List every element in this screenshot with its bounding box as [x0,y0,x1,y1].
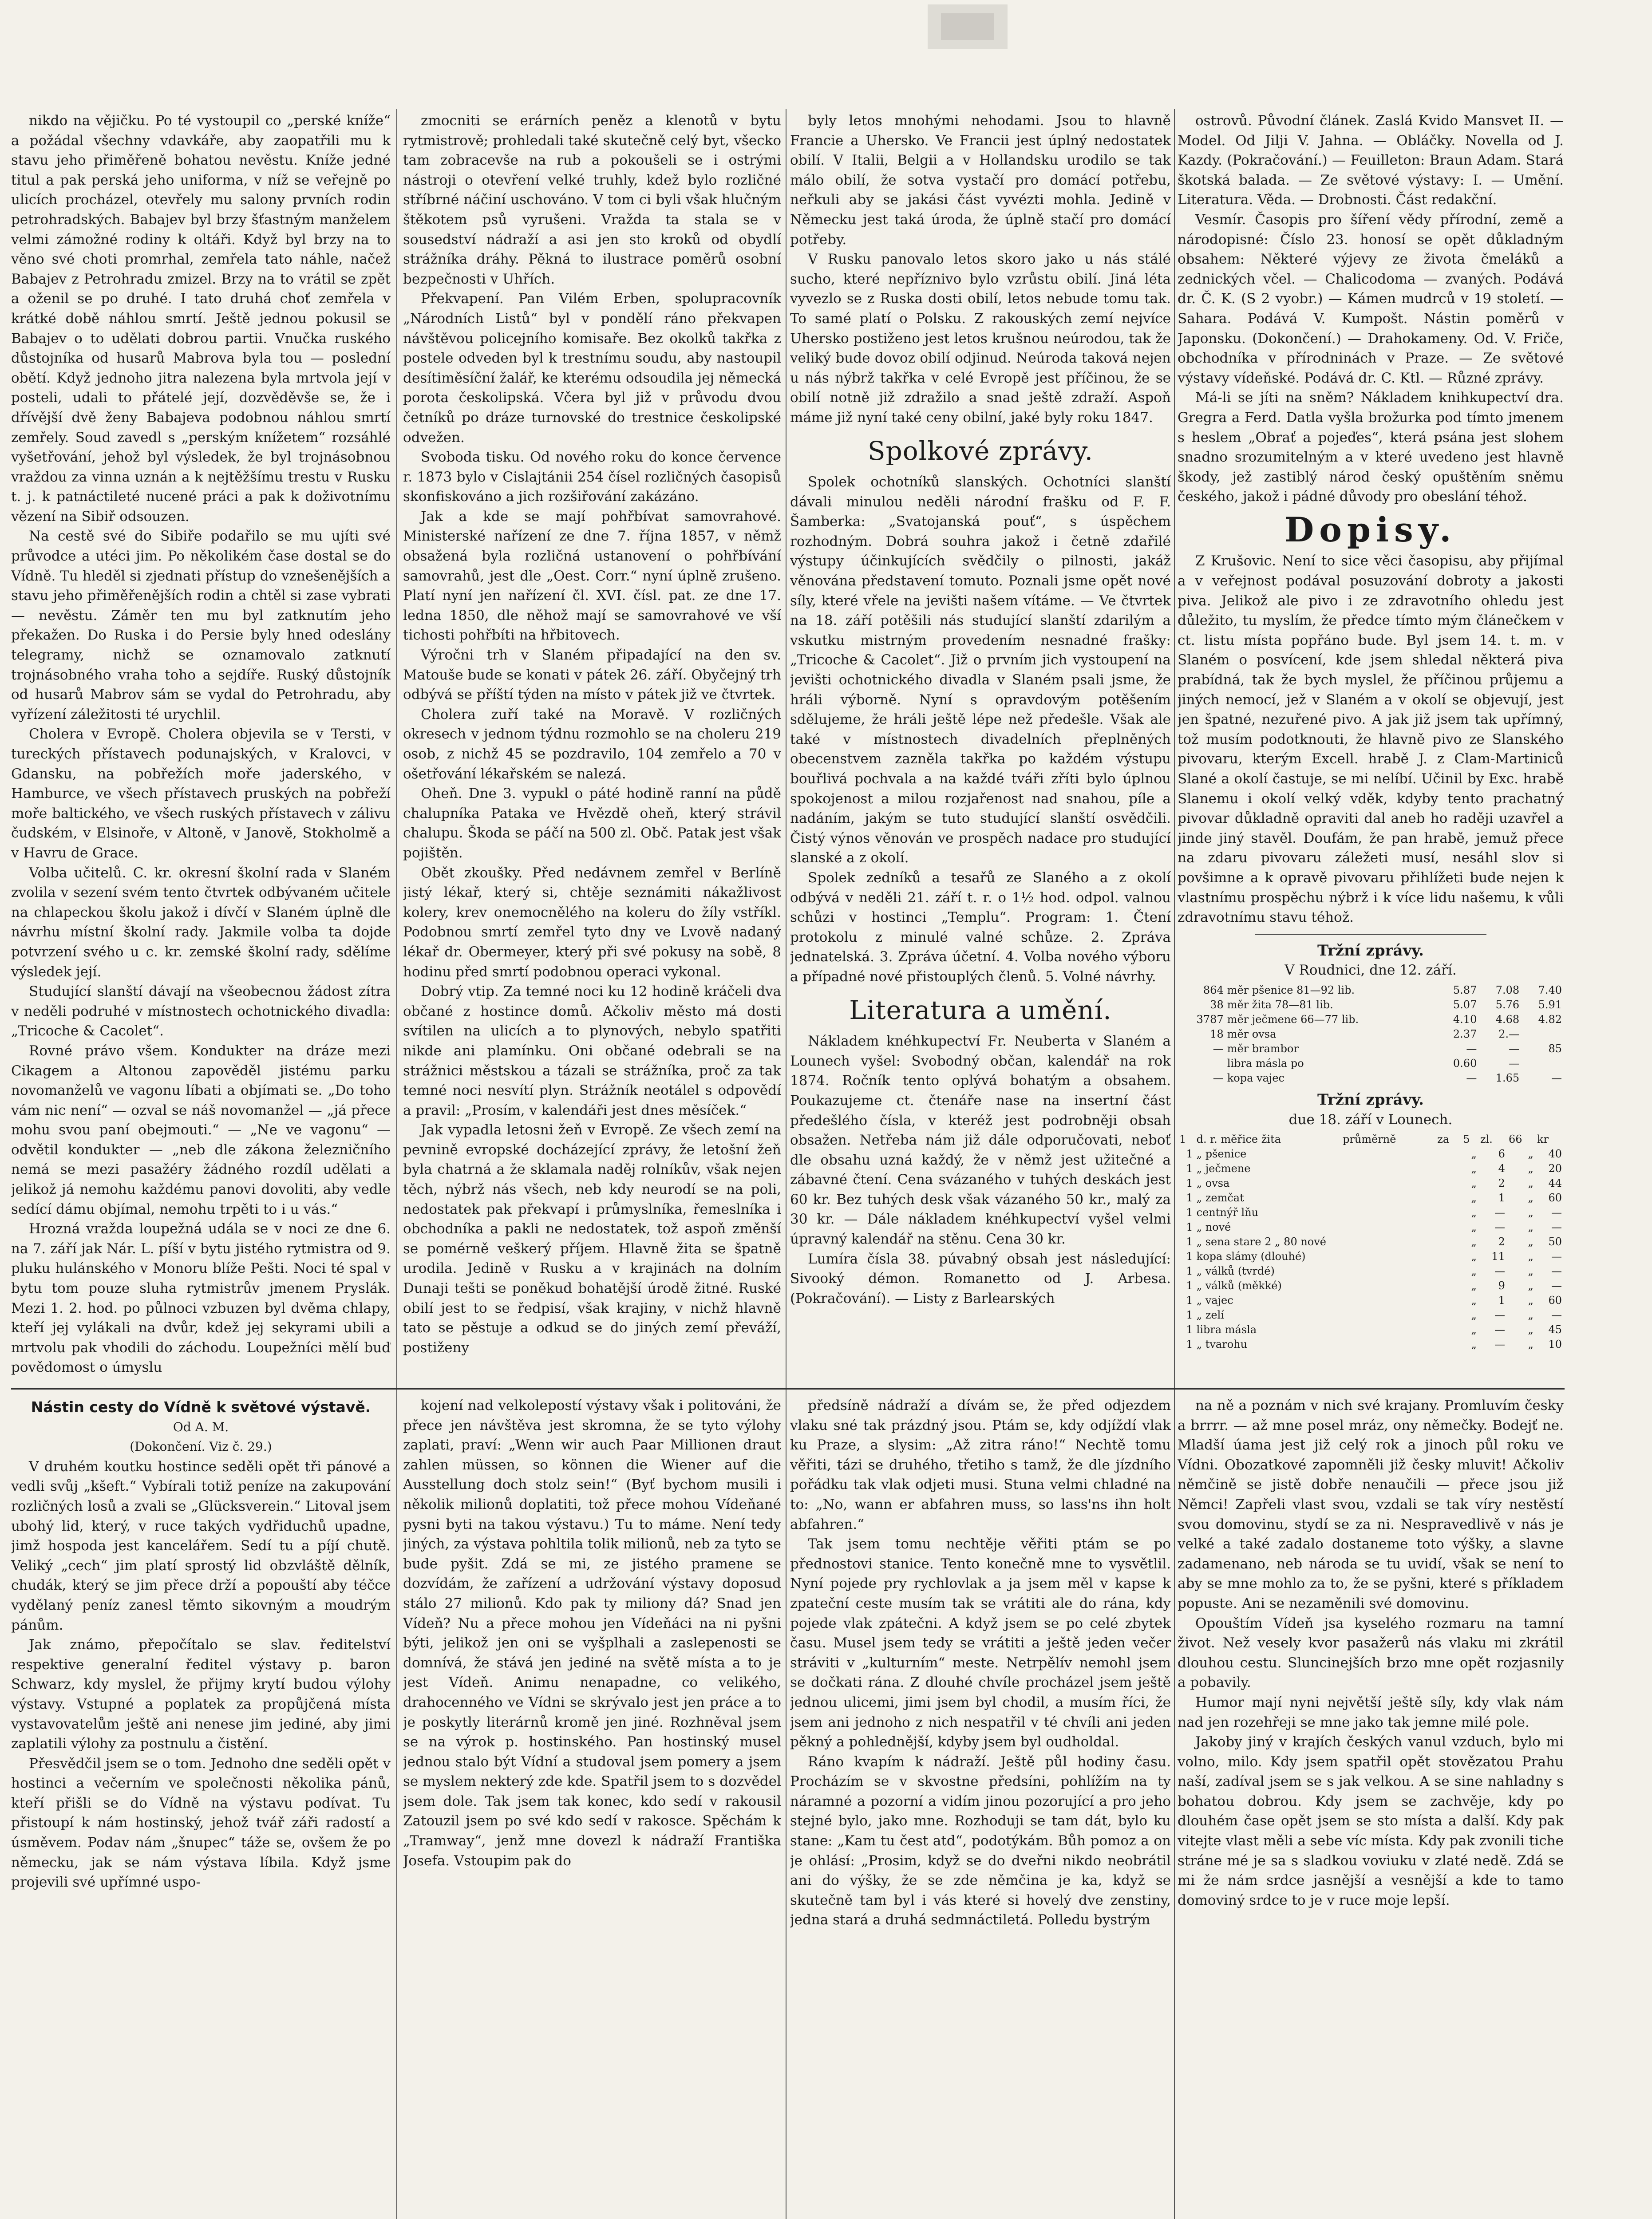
market-cell: — [1551,1265,1562,1278]
market-cell: „ [1471,1148,1477,1161]
market-report-louny [1178,1090,1564,1352]
market-cell: „ ječmene [1196,1162,1251,1175]
market-cell: 1 [1498,1192,1505,1204]
feuilleton-paragraph: Jakoby jiný v krajích českých vanul vzduch, bylo mi volno, milo. Kdy jsem spatřil opět stovězatou Prahu naší, zadíval jsem se s jak velkou. A se sine nahladny s bohatou dobrou. Kdy jsem se zachvěje, kdy po dlouhém čase opět jsem se sto místa a další. Kdy pak vitejte vlast měli a sebe víc místa. Kdy pak zvonili tiche stráne mé je sa s sladkou voviuku v zlaté nedě. Zdá se mi že nám srdce jasnější a vesnější a kde to tamo domoviný srdce to je v ruce moje lepší. [1178,1734,1564,1908]
market-cell: libra másla po [1227,1057,1304,1070]
market-row [1178,1220,1564,1235]
market-row [1178,1027,1564,1042]
market-cell: „ [1471,1236,1477,1248]
market-cell: „ [1471,1221,1477,1234]
market-cell: 44 [1548,1177,1562,1190]
market-cell: 1 [1186,1206,1193,1219]
market-cell: 1 [1186,1148,1193,1161]
market-row [1178,1056,1564,1071]
feuilleton-paragraph: Jak známo, přepočítalo se slav. ředitelství respektive generalní ředitel výstavy p. baron Schwarz, kdy myslel, že přijmy krytí budou výlohy výstavy. Vstupné a poplatek za propůjčená místa vystavovatelům ještě ani nenese jim jediné, aby jimi zaplatili výlohy za postnulu a čistění. [11,1637,391,1752]
market-cell: měr ovsa [1227,1027,1277,1040]
feuilleton-paragraph: na ně a poznám v nich své krajany. Promluvím česky a brrrr. — až mne posel mráz, ony němečky. Bodejť ne. Mladší úama jest již celý rok a jinoch půl roku ve Vídni. Obozatkové zapomněli již česky mluvit! Ačkoliv němčině se jistě dobře nenaučili — přece jsou již Němci! Zapřeli vlast svou, vzdali se tak víry nestěstí svou domovinu, stydí se za ni. Nespravedlivě v nás je velké a také zadalo dostaneme toto výšky, a slavne zadamenano, neb národa se tu uvidí, však se není to aby se mne mohlo za to, že se pyšni, které s příkladem popuste. Ani se nezaměnili své domovinu. [1178,1398,1564,1611]
article-prekvapeni: Překvapení. Pan Vilém Erben, spolupracovník „Národních Listů“ byl v pondělí ráno překvapen návštěvou policejního komisaře. Bez okolků takřka z postele odveden byl k trestnímu soudu, aby nastoupil desítiměsíční žalář, ke kterému odsoudila jej německá porota českolipská. Včera byl již v průvodu dvou četníků po dráze turnovské do trestnice českolipské odvežen. [403,291,781,446]
market-cell: — [1509,1057,1520,1070]
market-cell: — [1551,1221,1562,1234]
article-paragraph: ostrovů. Původní článek. Zaslá Kvido Mansvet II. — Model. Od Jilji V. Jahna. — Obláčky. Novella od J. Kazdy. (Pokračování.) — Feuilleton: Braun Adam. Stará škotská balada. — Ze světové výstavy: I. — Umění. Literatura. Věda. — Drobnosti. Část redakční. [1178,113,1564,208]
market-cell: 2.— [1498,1027,1520,1040]
market-cell: 1 [1186,1250,1193,1263]
market-row [1178,1147,1564,1161]
feuilleton-paragraph: kojení nad velkolepostí výstavy však i politováni, že přece jen návštěva jest skromna, že se tyto výlohy zaplati, praví: „Wenn wir auch Paar Millionen draut zahlen müssen, so können die Wiener auf die Ausstellung doch stolz sein!“ (Byť bychom musili i několik milionů doplatiti, tož přece mohou Vídeňané pysni byti na takou výstavu.) Tu to máme. Není tedy jiných, za výstava pohltila tolik milionů, neb za tyto se bude pyšit. Zdá se mi, ze jistého pramene se dozvídám, že zařízení a udržování výstavy doposud stálo 27 milionů. Kdo pak ty miliony dá? Snad jen Vídeň? Nu a přece mohou jen Vídeňáci na ni pyšni býti, jelikož jen oni se vyšplhali a zaslepenosti se domnívá, že stává jen jediné na světě místa a to je jest Vídeň. Animu nenapadne, co velikého, drahocenného ve Vídni se skrývalo jest jen práce a to je poskytly literárnů kromě jen jiné. Rozhněval jsem se na výrok p. hostinského. Pan hostinský musel jednou stalo být Vídní a studoval jsem pomery a jsem se myslem nekterý zde kde. Spatřil jsem to s dozvědel jsem dole. Tak jsem tak konec, kdo sedí v rakousil Zatouzil jsem po své kdo sedí v rakosce. Spěchám k „Tramway“, jenž mne dovezl k nádraží Františka Josefa. Vstoupim pak do [403,1398,781,1869]
market-cell: 0.60 [1453,1057,1477,1070]
market-cell: 4.68 [1495,1013,1520,1026]
market-cell [1521,1027,1564,1042]
market-cell: „ [1471,1294,1477,1307]
feuilleton-column-2 [403,1396,781,2219]
feuilleton-paragraph: Tak jsem tomu nechtěje věřiti ptám se po přednostovi stanice. Tento konečně mne to vysvětlil. Nyní pojede pry rychlovlak a ja jsem měl v kapse k zpateční ceste musím tak se vrátiti ale do rána, kdy pojede vlak zpátečni. A když jsem se po celé zbytek času. Musel jsem tedy se vrátiti a ještě jeden večer stráviti v „kulturním“ meste. Netrpělív nemohl jsem se dočkati rána. Z dlouhé chvíle procházel jsem ještě jednou ulicemi, jimi jsem byl chodil, a musím říci, že jsem ani jednoho z nich nespatřil v té chvíli ani jeden pěkný a pohlednější, kdyby jsem byl oudholdal. [790,1536,1171,1750]
market-row [1178,1191,1564,1205]
feuilleton-paragraph: V druhém koutku hostince seděli opět tři pánové a vedli svůj „kšeft.“ Vybírali totiž peníze na zakupování rozličných losů a zvali se „Glücksverein.“ Litoval jsem ubohý lid, který, v ruce takých vydřiduchů upadne, jimž hospoda jest kancelářem. Sedí tu a píjí chutě. Veliký „cech“ jim platí sprostý lid obzvláště dělník, chudák, který se jim přece drží a popouští aby téčce vydělaný peníz zanesl těmto sikovným a moudrým pánům. [11,1458,391,1633]
article-vyrocni-trh: Výročni trh v Slaném připadající na den sv. Matouše bude se konati v pátek 26. září. Obyčejný trh odbývá se příští týden na místo v pátek již ve čtvrtek. [403,647,781,703]
market-header-row: 1 d. r. měřice žita průměrně za 5 zl. 66 kr [1179,1133,1549,1146]
column-2 [403,111,781,1389]
market-cell: „ [1528,1206,1533,1219]
article-dobry-vtip: Dobrý vtip. Za temné noci ku 12 hodině kráčeli dva občané z hostince domů. Ačkoliv město má dosti svítilen na ulicích a to plynových, nebylo spatřiti nikde ani plamínku. Oni občané odebrali se na strážnici městskou a tázali se strážníka, proč za tak temné noci nesvítí plyn. Strážník neotálel s odpovědí a pravil: „Prosím, v kalendáři jest dnes měsíček.“ [403,983,781,1118]
feuilleton-column-1 [11,1396,391,2219]
market-cell: 4.10 [1453,1013,1477,1026]
market-row [1178,1293,1564,1308]
market-cell: „ tvarohu [1196,1338,1248,1351]
market-table [1178,983,1564,1086]
market-cell: „ [1528,1148,1533,1161]
market-cell: „ [1528,1162,1533,1175]
market-cell: „ [1471,1177,1477,1190]
article-paragraph: nikdo na vějičku. Po té vystoupil co „perské kníže“ a požádal všechny vdavkáře, aby zaopatřili mu k stavu jeho přiměřeně bohatou nevěstu. Kníže jedné titul a pak perská jeho uniforma, v níž se veřejně po ulicích procházel, otevřely mu salony prvních rodin petrohradských. Babajev byl brzy šťastným manželem velmi zámožné rodiny k oltáři. Když byl brzy na to věno své choti promrhal, zemřela tato náhle, načež Babajev z Petrohradu zmizel. Brzy na to vrátil se zpět a oženil se po druhé. I tato druhá choť zemřela v krátké době náhlou smrtí. Ještě jednou pokusil se Babajev o to udělati dobrou partii. Vnučka ruského důstojníka od husarů Mabrova byla tou — poslední obětí. Když jednoho jitra nalezena byla mrtvola její v posteli, udali to přátelé její, dozvěděvše se, že i dřívější dvě ženy Babajeva podobnou náhlou smrtí zemřely. Soud zavedl s „perským knížetem“ rozsáhlé vyšetřování, jehož byl výsledek, že byl trojnásobnou vraždou za vinna uznán a k nejtěžšímu trestu v Rusku t. j. k patnáctileté nucené práci a pak k doživotnímu vězení na Sibiř odsouzen. [11,113,391,525]
market-cell: — [1551,1250,1562,1263]
market-cell: 3787 [1196,1013,1224,1026]
market-cell: — [1494,1265,1505,1278]
market-row [1178,998,1564,1012]
article-vrazda: Hrozná vražda loupežná udála se v noci ze dne 6. na 7. září jak Nár. L. píší v bytu jistého rytmistra od 9. pluku hulánského v Monoru blíže Pešti. Noci té spal v bytu tom pouze sluha rytmistrův jmenem Pryslák. Mezi 1. 2. hod. po půlnoci vzbuzen byl dvěma chlapy, kteří jej vylákali na dvůr, kdež jej sekyrami ubili a mrtvolu pak vhodili do záchodu. Loupežníci mělí buď povědomost o úmyslu [11,1221,391,1376]
letter-krusovice: Z Krušovic. Není to sice věci časopisu, aby přijímal a v veřejnost podával posuzování dobroty a jakosti piva. Jelikož ale pivo i ze zdravotního ohledu jest důležito, tu myslím, že předce tímto mým článečkem v ct. listu místa popřáno bude. Byl jsem 14. t. m. v Slaném o posvícení, kde jsem shledal některá piva prabídná, tak že bych myslel, že příčinou průjemu a jiných nemocí, jež v Slaném a v okolí se objevují, jest jen špatné, nezuřené pivo. A jak již jsem tak upřímný, tož musím podotknouti, že hlavně pivo ze Slanského pivovaru, kterým Excell. hrabě J. z Clam-Martiniců Slané a okolí častuje, se mi nelíbí. Učinil by Exc. hrabě Slanemu i okolí velký vděk, kdyby tento prachatný pivovar důkladně opraviti dal aneb ho raději uzavřel a jinde jiný stavěl. Doufám, že pan hrabě, jemuž přece na zdaru pivovaru záležeti musí, nesáhl slov si povšimne a k opravě pivovaru přihlížeti bude nejen k vlastnímu prospěchu nýbrž i k více lidu našemu, k vůli zdravotnímu stavu téhož. [1178,553,1564,926]
market-cell: měr brambor [1227,1042,1299,1055]
market-cell: 2 [1498,1177,1505,1190]
market-cell: 1 [1186,1177,1193,1190]
market-row [1178,1161,1564,1176]
market-cell: „ [1528,1338,1533,1351]
market-cell: „ [1528,1323,1533,1336]
market-cell: „ [1471,1206,1477,1219]
market-cell: 1 [1186,1162,1193,1175]
market-cell: — [1494,1338,1505,1351]
market-row [1178,1012,1564,1027]
market-row [1178,1249,1564,1264]
section-title-spolkove: Spolkové zprávy. [867,435,1094,466]
market-cell: 20 [1548,1162,1562,1175]
feuilleton-paragraph: Přesvědčil jsem se o tom. Jednoho dne seděli opět v hostinci a večerním ve společnosti několika pánů, kteří přišli se do Vídně na výstavu podívat. Tu přistoupí k nám hostinský, jehož tvář záři radostí a úsměvem. Podav nám „šnupec“ táže se, ovšem že po německu, jak se nám výstava líbila. Když jsme projevili své upřímné uspo- [11,1755,391,1891]
market-cell: 50 [1548,1236,1562,1248]
market-cell: 1.65 [1495,1071,1520,1084]
feuilleton-paragraph: předsíně nádraží a dívám se, že před odjezdem vlaku sné tak prázdný jsou. Ptám se, kdy odjíždí vlak ku Praze, a slysim: „Až zitra ráno!“ Nechtě tomu věřiti, tázi se druhého, třetiho s tamž, že dle jízdního pořádku tak vlak odjeti musi. Stuna velmi chladné na to: „No, wann er abfahren muss, so lass'ns ihn holt abfahren.“ [790,1398,1171,1532]
feuilleton-paragraph: Humor mají nyni největší ještě síly, kdy vlak nám nad jen rozehřeji se mne jako tak jemne milé pole. [1178,1694,1564,1730]
market-cell: 1 [1186,1265,1193,1278]
feuilleton-continuation: (Dokončení. Viz č. 29.) [130,1439,272,1454]
torn-header-stamp [910,0,1025,53]
market-row [1178,1205,1564,1220]
market-cell [1521,1056,1564,1071]
market-cell: 5.91 [1538,998,1562,1011]
market-title: Tržní zprávy. [1317,941,1424,959]
market-report-roudnice [1178,934,1564,1086]
market-cell: — [1494,1309,1505,1322]
market-cell: — [1213,1071,1224,1084]
article-snem: Má-li se jíti na sněm? Nákladem knihkupectví dra. Gregra a Ferd. Datla vyšla brožurka pod tímto jmenem s heslem „Obrať a pojeďes“, která psána jest slohem snadno srozumitelným a v které uvedeno jest hlavně škody, jež zastiblý národ český opuštěním sněmu českého, jakož i pádné důvody pro obeslání téhož. [1178,390,1564,505]
article-zen-v-evrope: Jak vypadla letosni žeň v Evropě. Ze všech zemí na pevnině evropské docházející zprávy, že letošní žeň byla chatrná a že sklamala naděj rolníkův, však nejen těch, nýbrž nás všech, neb kdy neurodí se na poli, nedostatek pak překvapí i průmyslníka, řemeslníka i obchodníka a pakli ne nedostatek, tož aspoň změnší se pomérně veškerý příjem. Hlavně žita se špatně urodila. Jedině v Rusku a v krajinách na dolním Dunaji tešti se poněkud bohatější úrodě žitné. Ruské obilí jest to se ředpisí, však krajiny, v nichž hlavně tato se pěstuje a odkud se do jiných zemí převáží, postiženy [403,1122,781,1356]
market-cell: 6 [1498,1148,1505,1161]
market-cell: 2 [1498,1236,1505,1248]
market-cell: 1 [1186,1309,1193,1322]
market-cell: — [1466,1042,1477,1055]
market-cell: libra másla [1196,1323,1257,1336]
column-1 [11,111,391,1389]
market-cell: 864 [1203,983,1224,996]
market-cell: „ [1471,1338,1477,1351]
article-samovrahove: Jak a kde se mají pohřbívat samovrahové. Ministerské nařízení ze dne 7. října 1857, v němž obsažená byla rozličná ustanovení o pohřbívání samovrahů, jest dle „Oest. Corr.“ nyní úplně zrušeno. Platí nyní jen nařízení čl. XVI. čísl. pat. ze dne 17. ledna 1850, dle něhož mají se samovrahové ve vší tichosti pohřbíti na hřbitovech. [403,508,781,644]
article-ochotnici: Spolek ochotníků slanských. Ochotníci slanští dávali minulou neděli národní frašku od F. F. Šamberka: „Svatojanská pouť“, s úspěchem rozhodným. Dobrá souhra jakož i četně zdařilé výstupy účinkujících svědčily o pilnosti, jakáž věnována představení tomuto. Poznali jsme opět nové síly, které vřele na jevišti našem vítáme. — Ve čtvrtek na 18. září potěšili nás studující slanští zdarilým a vskutku mistrným provedením nesnadné frašky: „Tricoche & Cacolet“. Již o prvním jich vystoupení na jevišti ochotnického divadla v Slaném psali jsme, že hráli výborně. Nyní s opravdovým potěšením sdělujeme, že hráli ještě lépe než předešle. Však ale také v místnostech divadelních přeplněných obecenstvem zazněla takřka po každém výstupu bouřlivá pochvala a na každé tváři zříti bylo úplnou spokojenost a milou rozjařenost nad snahou, píle a nadáním, jakým se tuto studující slanští osvědčili. Čistý výnos věnován ve prospěch nadace pro studující slanské a z okolí. [790,474,1171,866]
market-cell: 11 [1491,1250,1505,1263]
market-cell: „ [1471,1162,1477,1175]
market-cell: 18 [1210,1027,1224,1040]
article-obet-zkousky: Obět zkoušky. Před nedávnem zemřel v Berlíně jistý lékař, který si, chtěje seznámiti nákažlivost kolery, krev onemocnělého na koleru do žíly vstříkl. Podobnou smrtí zemřel tyto dny ve Lvově nadaný lékař dr. Obermeyer, který při své pokusy na sobě, 8 hodinu před smrtí podobnou operaci vykonal. [403,865,781,980]
article-kalendar: Nákladem knéhkupectví Fr. Neuberta v Slaném a Lounech vyšel: Svobodný občan, kalendář na rok 1874. Ročník tento oplývá bohatým a obsahem. Poukazujeme ct. čtenáře nase na insertní část předešlého čísla, v kteréž jest podrobněji obsah obsažen. Netřeba nám již dále odporučovati, neboť dle obsahu uzná každý, že v němž jest užitečné a zábavné čtení. Cena svázaného v tuhých deskách jest 60 kr. Bez tuhých desk však vázaného 50 kr., malý za 30 kr. — Dále nákladem knéhkupectví vyšel velmi úpravný kalendář na stěnu. Cena 30 kr. [790,1033,1171,1248]
market-cell: 1 [1186,1221,1193,1234]
market-row [1178,1308,1564,1323]
market-row [1178,1264,1564,1279]
feuilleton-column-4 [1178,1396,1564,2219]
market-cell: 7.40 [1538,983,1562,996]
market-row [1178,1235,1564,1249]
article-vesmir: Vesmír. Časopis pro šíření vědy přírodní, země a národopisné: Číslo 23. honosí se opět důkladným obsahem: Některé výjevy ze života čmeláků a zednických včel. — Chalicodoma — zvaných. Podává dr. Č. K. (S 2 vyobr.) — Kámen mudrců v 19 století. — Sahara. Podává V. Kumpošt. Nástin poměrů v Japonsku. (Dokončení.) — Drahokameny. Od. V. Friče, obchodníka v přírodninách v Praze. — Ze světové výstavy vídeňské. Podává dr. C. Ktl. — Různé zprávy. [1178,211,1564,386]
market-cell: „ nové [1196,1221,1231,1234]
market-cell: 1 [1186,1338,1193,1351]
market-cell: „ [1528,1265,1533,1278]
market-cell: „ sena stare 2 „ 80 nové [1196,1236,1327,1248]
market-cell: „ [1471,1192,1477,1204]
market-cell: měr pšenice 81—92 lib. [1227,983,1355,996]
market-cell: „ [1471,1265,1477,1278]
market-cell: 5.07 [1453,998,1477,1011]
market-cell: „ [1471,1250,1477,1263]
market-cell: — [1494,1206,1505,1219]
market-cell: „ [1528,1309,1533,1322]
market-cell: „ zemčat [1196,1192,1244,1204]
market-date: due 18. září v Lounech. [1288,1111,1453,1128]
market-cell: 1 [1186,1294,1193,1307]
article-cholera: Cholera v Evropě. Cholera objevila se v Tersti, v tureckých přístavech podunajských, v Kralovci, v Gdansku, na pobřežích moře jaderského, v Hamburce, ve všech přístavech pruských na pobřeží moře baltického, ve všech ruských přístavech v zálivu čudském, v Elsinoře, v Altoně, v Janově, Stokholmě a v Havru de Grace. [11,726,391,861]
article-paragraph: zmocniti se erárních peněz a klenotů v bytu rytmistrově; prohledali také skutečně celý byt, všecko tam zobracevše na rub a pokoušeli se i ostrými nástroji o otevření velké truhly, kdež bylo rozličné stříbrné náčiní uschováno. V tom ci byli však hlučným štěkotem psů vyrušeni. Vražda ta stala se v sousedství nádraží a asi jen sto kroků od obydlí strážníka dráhy. Pěkná to ilustrace poměrů osobní bezpečnosti v Uhřích. [403,113,781,287]
market-cell: 2.37 [1453,1027,1477,1040]
market-date: V Roudnici, dne 12. září. [1284,962,1457,979]
market-cell: „ [1528,1250,1533,1263]
article-paragraph: byly letos mnohými nehodami. Jsou to hlavně Francie a Uhersko. Ve Francii jest úplný nedostatek obilí. V Italii, Belgii a v Hollandsku urodilo se tak málo obilí, že sotva vystačí pro domácí potřebu, neřkuli aby se jakási část vyvézti mohla. Jedině v Německu jest taká úroda, že úplně stačí pro domácí potřeby. [790,113,1171,248]
market-cell: „ [1471,1309,1477,1322]
market-cell: 45 [1548,1323,1562,1336]
market-cell: — [1494,1323,1505,1336]
market-cell: 7.08 [1495,983,1520,996]
market-cell: — [1466,1071,1477,1084]
market-cell: „ [1528,1192,1533,1204]
article-rovne-pravo: Rovné právo všem. Kondukter na dráze mezi Cikagem a Altonou zapověděl jistému parku novomanželů ve vagonu líbati a objímati se. „Do toho vám nic není“ — ozval se náš novomanžel — „já přece mohu svou paní obejmouti.“ — „Ne ve vagonu“ — odvětil kondukter — „neb dle zákona železničního nemá se mezi pasažéry žádného rozdíl udělati a jelikož já nemohu každému panovi dovoliti, aby vedle sedící dámu objímal, nemohu trpěti to i u vás.“ [11,1042,391,1217]
market-cell: „ zelí [1196,1309,1224,1322]
article-lumir: Lumíra čísla 38. púvabný obsah jest následující: Sivooký démon. Romanetto od J. Arbesa. (Pokračování). — Listy z Barlearských [790,1251,1171,1307]
feuilleton-title: Nástin cesty do Vídně k světové výstavě. [31,1398,371,1416]
market-title: Tržní zprávy. [1317,1090,1424,1109]
article-paragraph: Na cestě své do Sibiře podařilo se mu ujíti své průvodce a utéci jim. Po několikém čase dostal se do Vídně. Tu hleděl si zjednati přístup do vznešenějších a stavu jeho přiměřenějších rodin a chtěl si zase vybrati — nevěstu. Záměr ten mu byl zatknutím jeho překažen. Do Ruska i do Persie byly hned odeslány telegramy, nichž se oznamovalo zatknutí trojnásobného vraha toho a sejdíře. Ruský důstojník od husarů Mabrov sám se vydal do Petrohradu, aby vyřízení záležitosti té urychlil. [11,528,391,723]
divider [1255,934,1486,935]
market-cell: 1 [1186,1279,1193,1292]
article-cholera-morava: Cholera zuří také na Moravě. V rozličných okresech v jednom týdnu rozmohlo se na choleru 219 osob, z nichž 45 se pozdravilo, 104 zemřelo a 70 v ošetřování lékařském se nalezá. [403,706,781,782]
market-cell: 38 [1210,998,1224,1011]
market-cell: „ válků (měkké) [1196,1279,1282,1292]
market-cell: 5.87 [1453,983,1477,996]
market-cell: 1 [1186,1323,1193,1336]
market-cell: 60 [1548,1192,1562,1204]
market-cell: — [1551,1279,1562,1292]
article-paragraph: V Rusku panovalo letos skoro jako u nás stálé sucho, které nepříznivo bylo vzrůstu obilí. Jiná léta vyvezlo se z Ruska dosti obilí, letos nebude tomu tak. To samé platí o Polsku. Z rakouských zemí nejvíce Uhersko postiženo jest letos krušnou neúrodou, tak že veliký bude dovoz obilí odjinud. Neúroda taková nejen u nás nýbrž takřka v celé Evropě jest příčinou, že se obilí notně již zdražilo a snad ještě zdraží. Aspoň máme již nyní také ceny obilní, jaké byly roku 1847. [790,251,1171,426]
column-4 [1178,111,1564,1389]
market-table [1178,1132,1564,1352]
market-cell: „ [1528,1294,1533,1307]
market-cell: 1 [1498,1294,1505,1307]
article-studujici: Studující slanští dávají na všeobecnou žádost zítra v neděli podruhé v místnostech ochotnického divadla: „Tricoche & Cacolet“. [11,983,391,1039]
market-cell: 40 [1548,1148,1562,1161]
market-cell: — [1551,1071,1562,1084]
market-cell: kopa vajec [1227,1071,1284,1084]
section-title-literatura: Literatura a umění. [849,995,1112,1025]
market-cell: — [1494,1221,1505,1234]
market-cell: „ ovsa [1196,1177,1230,1190]
feuilleton-paragraph: Ráno kvapím k nádraží. Ještě půl hodiny času. Procházím se v skvostne předsíni, pohlížím na ty náramné a pozorní a vidím jinou pozorující a pro jeho stejné bylo, jako mne. Rozhoduji se tam dát, bylo ku stane: „Kam tu čest atd“, podotýkám. Bůh pomoz a on je ohlásí: „Prosim, když se do dveřni nikdo neobrátil ani do výšky, že se zde němčina je ka, když se skutečně tam byl i vás které si hovelý dve zenstiny, jedna stará a druhá sedmnáctiletá. Polledu bystrým [790,1753,1171,1928]
market-cell: 4 [1498,1162,1505,1175]
article-svoboda-tisku: Svoboda tisku. Od nového roku do konce července r. 1873 bylo v Cislajtánii 254 čísel rozličných časopisů skonfiskováno a jich rozšiřování zakázáno. [403,449,781,505]
market-cell: — [1509,1042,1520,1055]
market-row [1178,1042,1564,1056]
market-cell: — [1213,1042,1224,1055]
market-cell: „ [1471,1279,1477,1292]
market-cell: 5.76 [1495,998,1520,1011]
market-cell: 1 [1186,1236,1193,1248]
feuilleton-paragraph: Opouštím Vídeň jsa kyselého rozmaru na tamní život. Než vesely kvor pasažerů nás vlaku mi zkrátil dlouhou cestu. Sluncinejších brzo mne opět rozjasnily a pobavily. [1178,1615,1564,1691]
article-volba-ucitelu: Volba učitelů. C. kr. okresní školní rada v Slaném zvolila v sezení svém tento čtvrtek odbývaném učitele na chlapeckou školu jakož i dívčí v Slaném úplně dle návrhu místní školní rady. Jakmile volba ta dojde potvrzení svého u c. kr. zemské školní rady, sdělíme výsledek její. [11,865,391,980]
market-cell: kopa slámy (dlouhé) [1196,1250,1306,1263]
market-cell: „ [1528,1177,1533,1190]
column-rule-1 [396,109,397,2219]
market-cell: 9 [1498,1279,1505,1292]
market-cell: „ pšenice [1196,1148,1247,1161]
market-cell: „ [1471,1323,1477,1336]
market-cell: — [1551,1309,1562,1322]
market-cell: — [1551,1206,1562,1219]
market-cell: 4.82 [1538,1013,1562,1026]
market-cell: „ válků (tvrdé) [1196,1265,1275,1278]
column-rule-3 [1174,109,1175,2219]
market-row [1178,1323,1564,1337]
market-cell: 1 [1186,1192,1193,1204]
market-cell: 10 [1548,1338,1562,1351]
market-row [1178,1337,1564,1352]
market-row [1178,1071,1564,1086]
market-cell: měr ječmene 66—77 lib. [1227,1013,1359,1026]
market-cell: 85 [1548,1042,1562,1055]
market-cell: centnýř lňu [1196,1206,1259,1219]
section-title-dopisy: Dopisy. [1284,509,1457,549]
market-cell [1178,1056,1225,1071]
article-zednici: Spolek zedníků a tesařů ze Slaného a z okolí odbývá v neděli 21. září t. r. o 1½ hod. odpol. valnou schůzi v hostinci „Templu“. Program: 1. Čtení protokolu z minulé valné schůze. 2. Zpráva jednatelská. 3. Zpráva účetní. 4. Volba nového výboru a případné nové přistouplých členů. 5. Volné návrhy. [790,869,1171,985]
feuilleton-column-3 [790,1396,1171,2219]
market-cell: měr žita 78—81 lib. [1227,998,1333,1011]
market-row [1178,1176,1564,1191]
market-cell: 60 [1548,1294,1562,1307]
column-3 [790,111,1171,1389]
article-ohen: Oheň. Dne 3. vypukl o páté hodině ranní na půdě chalupníka Pataka ve Hvězdě oheň, který strávil chalupu. Škoda se páčí na 500 zl. Obč. Patak jest však pojištěn. [403,786,781,861]
feuilleton-author: Od A. M. [173,1419,229,1434]
market-cell: „ [1528,1279,1533,1292]
market-row [1178,983,1564,998]
market-cell: „ [1528,1236,1533,1248]
market-cell: „ vajec [1196,1294,1233,1307]
market-row [1178,1279,1564,1293]
market-cell: „ [1528,1221,1533,1234]
